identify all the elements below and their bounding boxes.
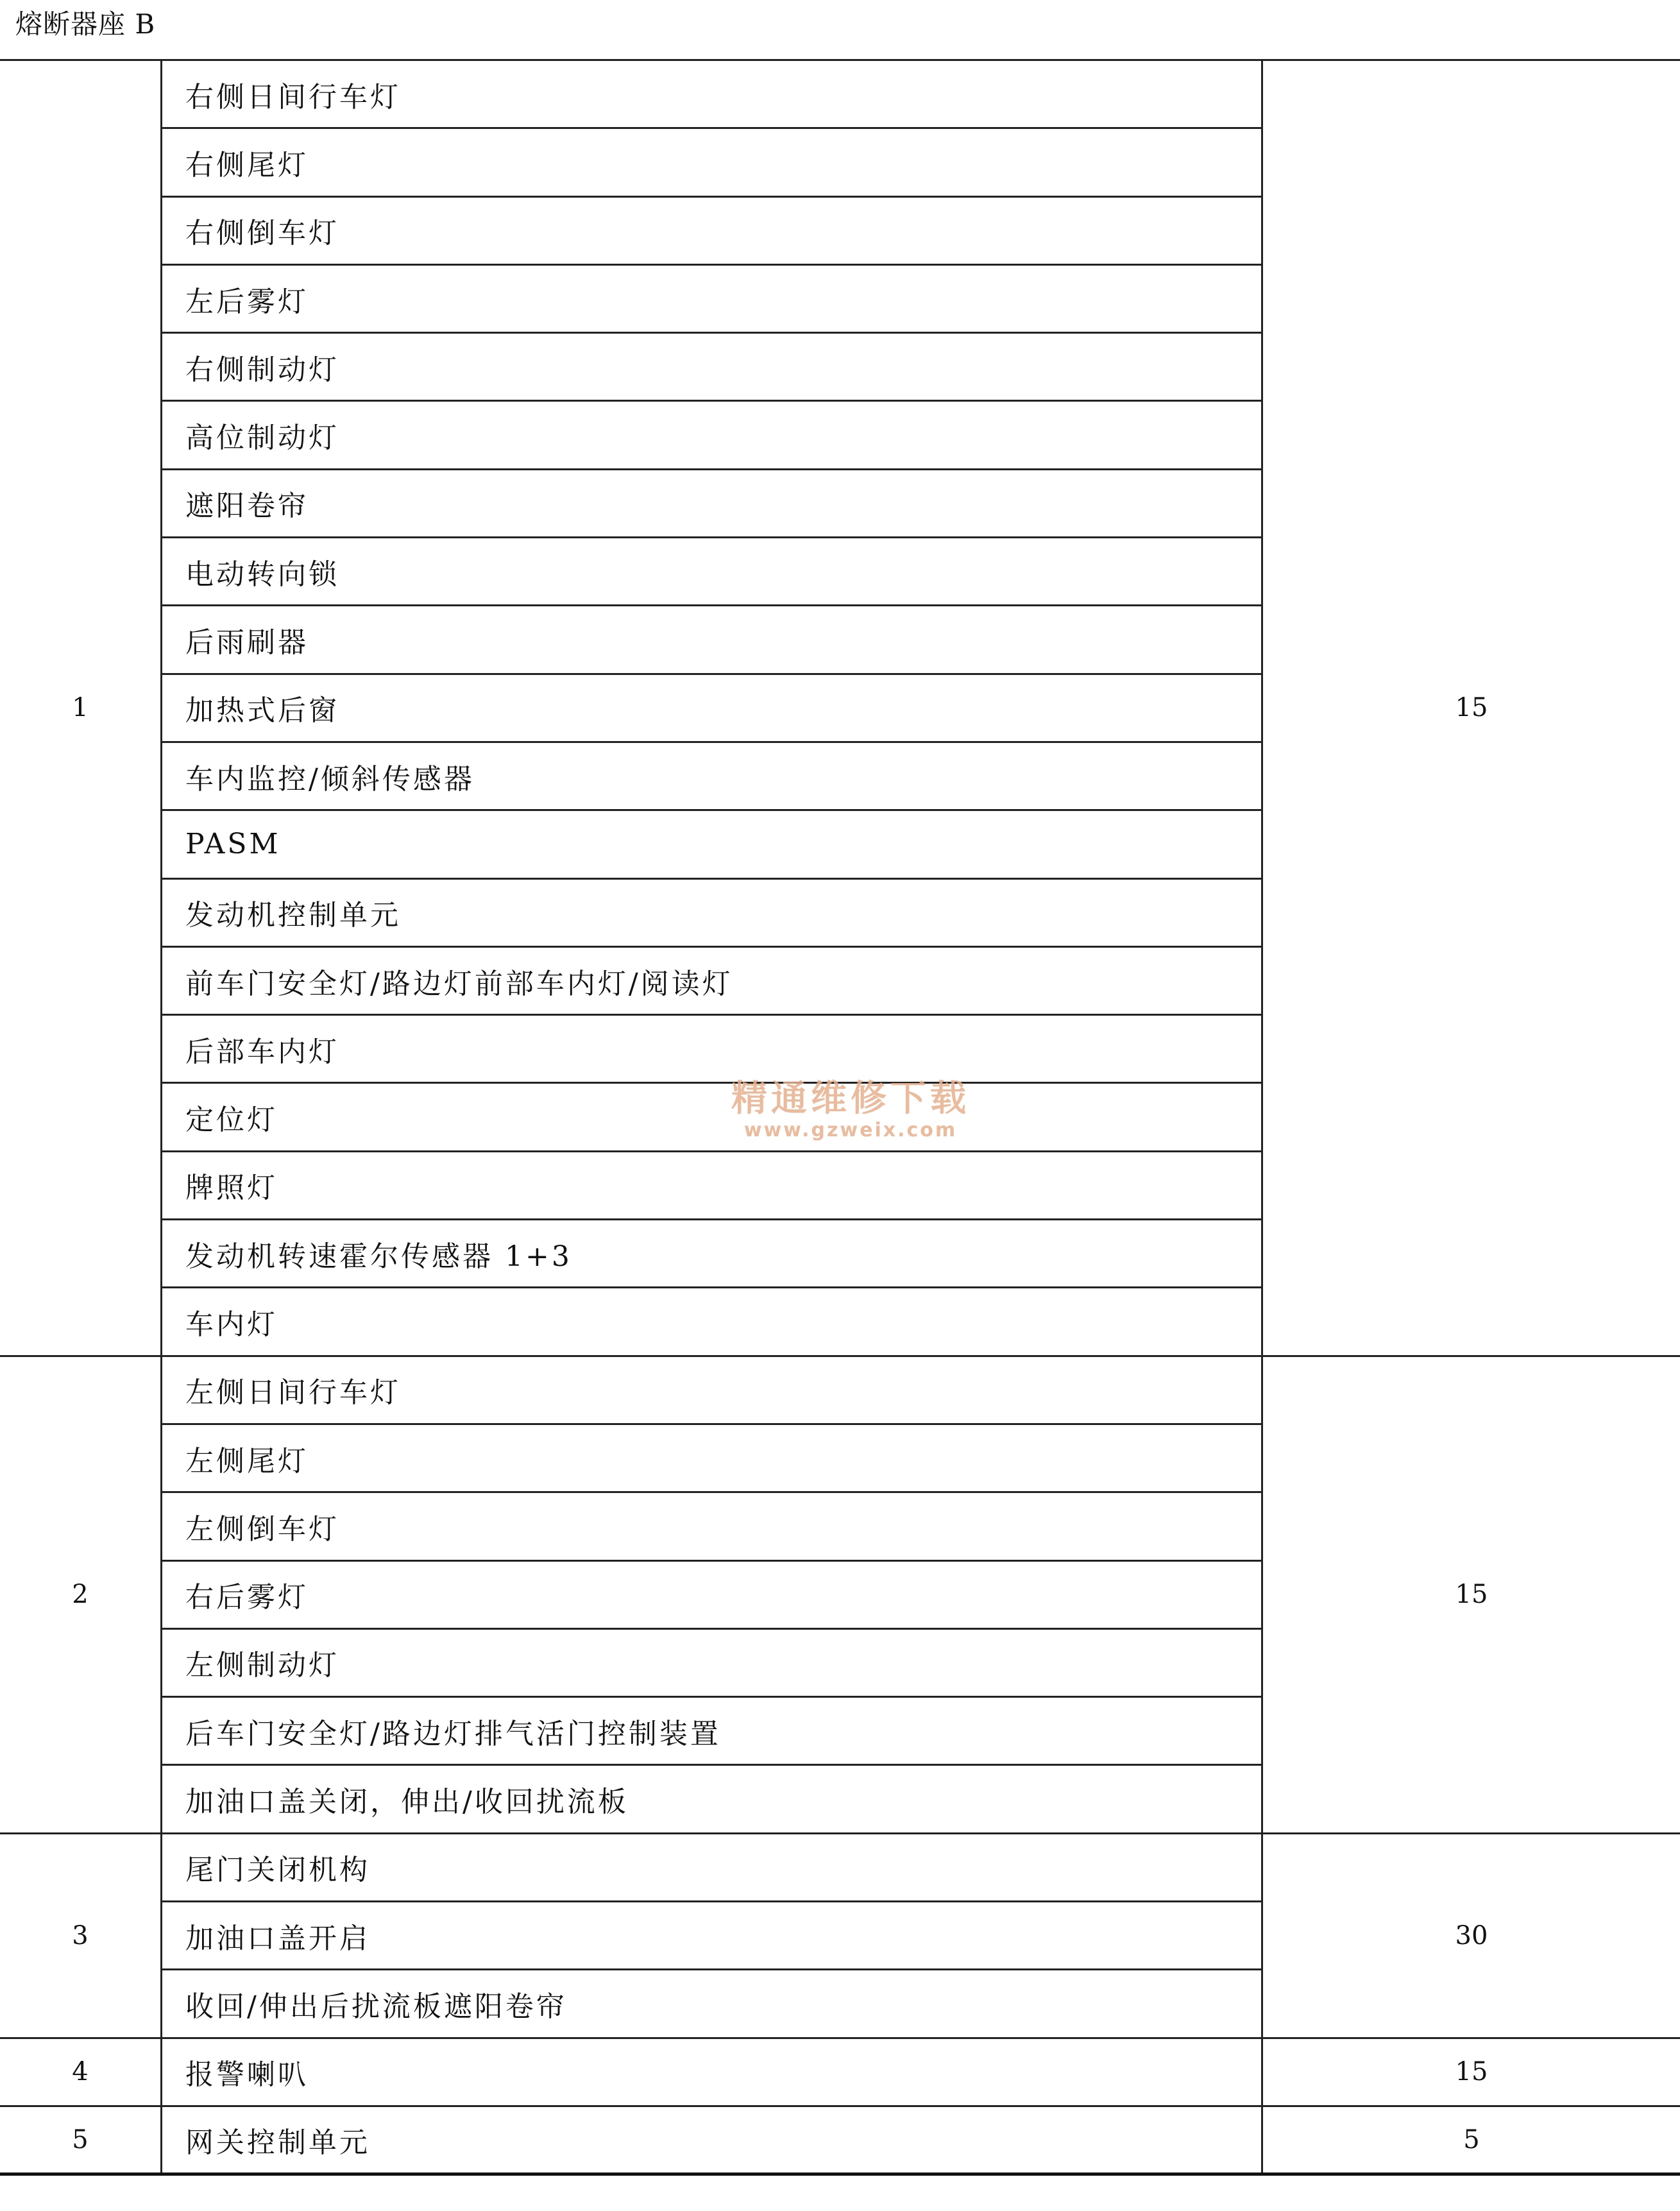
function-cell: 右侧日间行车灯 — [162, 60, 1262, 128]
function-cell: 后车门安全灯/路边灯排气活门控制装置 — [162, 1697, 1262, 1765]
function-cell: 右侧倒车灯 — [162, 196, 1262, 264]
function-cell: 牌照灯 — [162, 1151, 1262, 1219]
amperage-cell: 5 — [1262, 2106, 1680, 2174]
function-cell: 报警喇叭 — [162, 2038, 1262, 2106]
function-cell: 左侧倒车灯 — [162, 1492, 1262, 1560]
function-cell: 左侧尾灯 — [162, 1424, 1262, 1492]
function-cell: 高位制动灯 — [162, 401, 1262, 469]
function-cell: 后部车内灯 — [162, 1015, 1262, 1083]
amperage-cell: 15 — [1262, 1356, 1680, 1833]
table-row — [0, 1833, 1680, 1901]
fuse-number-cell: 5 — [0, 2106, 162, 2174]
page-title: 熔断器座 B — [15, 8, 156, 40]
function-cell: 遮阳卷帘 — [162, 469, 1262, 537]
function-cell: 加油口盖关闭，伸出/收回扰流板 — [162, 1765, 1262, 1833]
function-cell: 后雨刷器 — [162, 606, 1262, 674]
amperage-cell: 30 — [1262, 1833, 1680, 2038]
function-cell: 电动转向锁 — [162, 538, 1262, 606]
function-cell: 右侧制动灯 — [162, 333, 1262, 401]
table-row — [0, 60, 1680, 128]
fuse-number-cell: 1 — [0, 60, 162, 1356]
table-row — [0, 1356, 1680, 1424]
table-row — [0, 2038, 1680, 2106]
function-cell: 左侧制动灯 — [162, 1628, 1262, 1696]
function-cell: 加热式后窗 — [162, 674, 1262, 742]
function-cell: 车内监控/倾斜传感器 — [162, 742, 1262, 810]
watermark-url: www.gzweix.com — [743, 1119, 958, 1141]
function-cell: 右后雾灯 — [162, 1560, 1262, 1628]
function-cell: 车内灯 — [162, 1288, 1262, 1356]
function-cell: 左侧日间行车灯 — [162, 1356, 1262, 1424]
function-cell: 尾门关闭机构 — [162, 1833, 1262, 1901]
function-cell: 发动机转速霍尔传感器 1+3 — [162, 1220, 1262, 1288]
function-cell: PASM — [162, 810, 1262, 878]
watermark-text: 精通维修下载 — [731, 1078, 970, 1120]
fuse-number-cell: 4 — [0, 2038, 162, 2106]
fuse-number-cell: 3 — [0, 1833, 162, 2038]
function-cell: 前车门安全灯/路边灯前部车内灯/阅读灯 — [162, 946, 1262, 1014]
amperage-cell: 15 — [1262, 2038, 1680, 2106]
table-row — [0, 2106, 1680, 2174]
function-cell: 网关控制单元 — [162, 2106, 1262, 2174]
function-cell: 收回/伸出后扰流板遮阳卷帘 — [162, 1970, 1262, 2038]
fuse-number-cell: 2 — [0, 1356, 162, 1833]
function-cell: 加油口盖开启 — [162, 1902, 1262, 1970]
function-cell: 发动机控制单元 — [162, 878, 1262, 946]
function-cell: 左后雾灯 — [162, 264, 1262, 332]
function-cell: 定位灯 — [162, 1083, 1262, 1151]
function-cell: 右侧尾灯 — [162, 128, 1262, 196]
watermark — [731, 1070, 970, 1141]
amperage-cell: 15 — [1262, 60, 1680, 1356]
